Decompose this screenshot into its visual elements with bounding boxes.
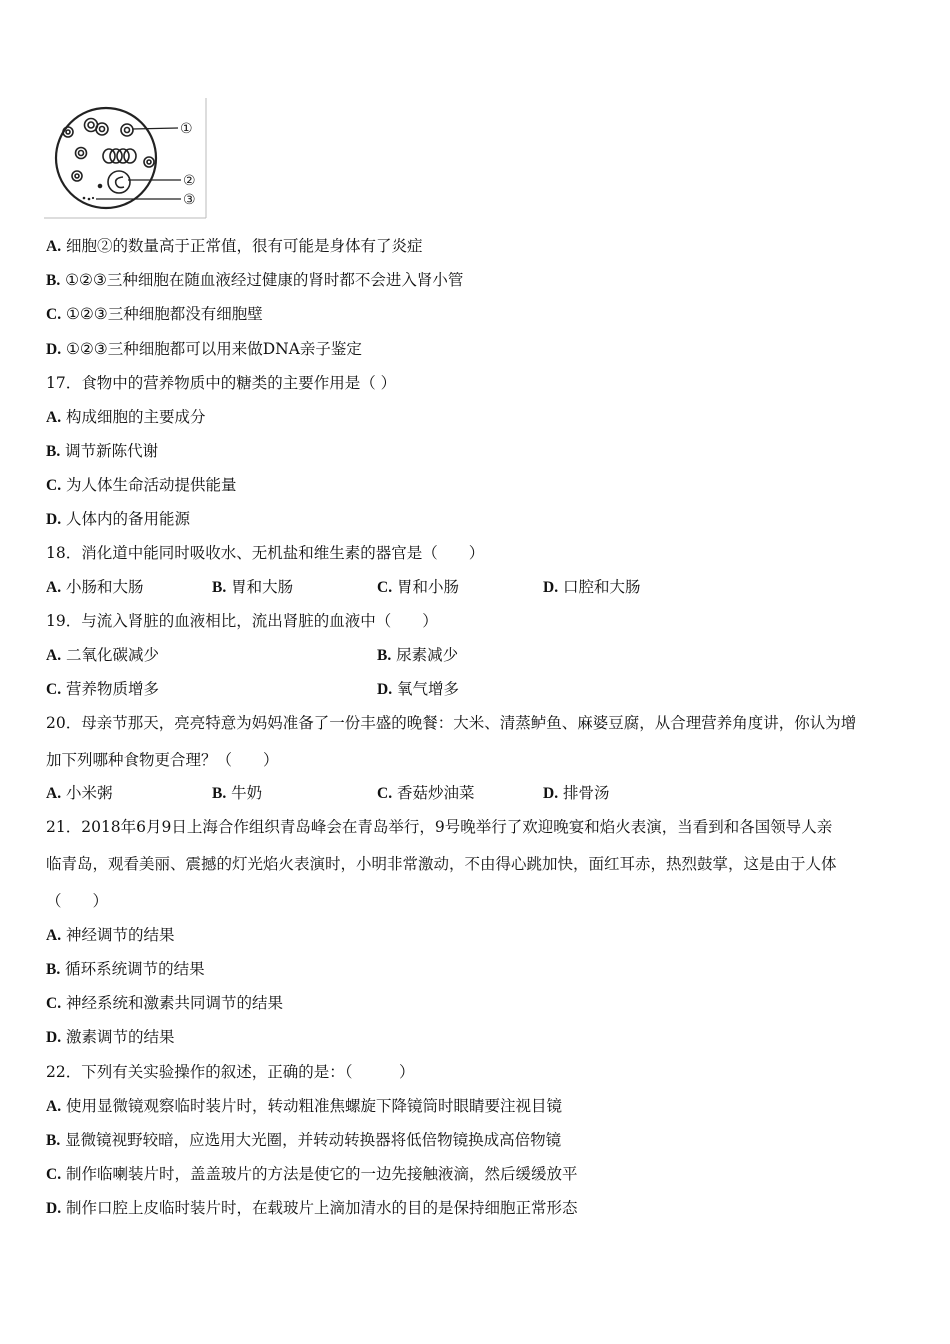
question-20-stem-line1: 20．母亲节那天，亮亮特意为妈妈准备了一份丰盛的晚餐：大米、清蒸鲈鱼、麻婆豆腐，从合理营养角度讲，你认为增: [46, 714, 857, 732]
option-line: A. 构成细胞的主要成分: [46, 408, 206, 426]
option-line: C. ①②③三种细胞都没有细胞壁: [46, 305, 263, 323]
option-line: D. 人体内的备用能源: [46, 510, 191, 528]
red-blood-cell: [144, 157, 154, 167]
question-21-stem-line1: 21．2018年6月9日上海合作组织青岛峰会在青岛举行，9号晚举行了欢迎晚宴和焰火表演，当看到和各国领导人亲: [46, 818, 833, 836]
question-21-stem-line3: （ ）: [46, 892, 109, 910]
option-line: D. ①②③三种细胞都可以用来做DNA亲子鉴定: [46, 340, 362, 358]
white-blood-cell: [108, 171, 130, 193]
platelet: [92, 197, 94, 199]
platelet: [83, 197, 86, 200]
question-18-stem: 18．消化道中能同时吸收水、无机盐和维生素的器官是（ ）: [46, 544, 485, 562]
platelet: [99, 185, 102, 188]
option-line: B. 调节新陈代谢: [46, 442, 159, 460]
question-17-stem: 17．食物中的营养物质中的糖类的主要作用是（ ）: [46, 374, 397, 392]
option-line: C. 为人体生命活动提供能量: [46, 476, 237, 494]
red-blood-cell: [72, 171, 82, 181]
option-line: B. 循环系统调节的结果: [46, 960, 205, 978]
red-blood-cell: [96, 123, 108, 135]
platelet: [88, 198, 91, 201]
question-22-stem: 22．下列有关实验操作的叙述，正确的是：（ ）: [46, 1063, 415, 1081]
callout-label-3: ③: [183, 192, 196, 208]
option-line: A. 神经调节的结果: [46, 926, 175, 944]
option-line: B. ①②③三种细胞在随血液经过健康的肾时都不会进入肾小管: [46, 271, 464, 289]
option-line: A. 细胞②的数量高于正常值，很有可能是身体有了炎症: [46, 237, 423, 255]
microscope-field-circle: [56, 108, 156, 208]
question-20-stem-line2: 加下列哪种食物更合理？（ ）: [46, 751, 279, 769]
option-line: D. 激素调节的结果: [46, 1028, 175, 1046]
callout-line-1: [132, 128, 178, 129]
question-21-stem-line2: 临青岛，观看美丽、震撼的灯光焰火表演时，小明非常激动，不由得心跳加快，面红耳赤，热烈鼓掌，这是由于人体: [46, 855, 837, 873]
question-19-stem: 19．与流入肾脏的血液相比，流出肾脏的血液中（ ）: [46, 612, 438, 630]
document-page: ① ② ③ A. 细胞②的数量高于正常值，很有可能是身体有了炎症 B. ①②③三种细胞在随血液经过健康的肾时都不会进入肾小管 C. ①②③三种细胞都没有细胞壁 D. ①②③三种细胞都可以用来做DNA亲子鉴定 17．食物中的营养物质中的糖类的主要作用是（ ） A. 构成细胞的主要成分 B. 调节新陈代谢 C. 为人体生命活动提供能量 D. 人体内的备用能源 18．消化道中能同时吸收水、无机盐和维生素的器官是（ ） A. 小肠和大肠 B. 胃和大肠 C. 胃和小肠 D. 口腔和大肠 19．与流入肾脏的血液相比，流出肾脏的血液中（ ） A. 二氧化碳减少 B. 尿素减少 C. 营养物质增多 D. 氧气增多 20．母亲节那天，亮亮特意为妈妈准备了一份丰盛的晚餐：大米、清蒸鲈鱼、麻婆豆腐，从合理营养角度讲，你认为增 加下列哪种食物更合理？（ ） A. 小米粥 B. 牛奶 C. 香菇炒油菜 D. 排骨汤 21．2018年6月9日上海合作组织青岛峰会在青岛举行，9号晚举行了欢迎晚宴和焰火表演，当看到和各国领导人亲 临青岛，观看美丽、震撼的灯光焰火表演时，小明非常激动，不由得心跳加快，面红耳赤，热烈鼓掌，这是由于人体 （ ） A. 神经调节的结果 B. 循环系统调节的结果 C. 神经系统和激素共同调节的结果 D. 激素调节的结果 22．下列有关实验操作的叙述，正确的是：（ ） A. 使用显微镜观察临时装片时，转动粗准焦螺旋下降镜筒时眼睛要注视目镜 B. 显微镜视野较暗，应选用大光圈，并转动转换器将低倍物镜换成高倍物镜 C. 制作临喇装片时，盖盖玻片的方法是使它的一边先接触液滴，然后缓缓放平 D. 制作口腔上皮临时装片时，在载玻片上滴加清水的目的是保持细胞正常形态: [0, 0, 950, 1344]
callout-label-1: ①: [180, 121, 193, 137]
option-line: A. 使用显微镜观察临时装片时，转动粗准焦螺旋下降镜筒时眼睛要注视目镜: [46, 1097, 563, 1115]
option-line: C. 神经系统和激素共同调节的结果: [46, 994, 284, 1012]
red-blood-cell: [76, 148, 87, 159]
callout-label-2: ②: [183, 173, 196, 189]
option-line: C. 制作临喇装片时，盖盖玻片的方法是使它的一边先接触液滴，然后缓缓放平: [46, 1165, 578, 1183]
option-line: B. 显微镜视野较暗，应选用大光圈，并转动转换器将低倍物镜换成高倍物镜: [46, 1131, 562, 1149]
red-blood-cell: [121, 124, 133, 136]
option-line: D. 制作口腔上皮临时装片时，在载玻片上滴加清水的目的是保持细胞正常形态: [46, 1199, 578, 1217]
red-blood-cell-stack: [103, 149, 115, 163]
blood-cell-figure: [44, 98, 214, 220]
